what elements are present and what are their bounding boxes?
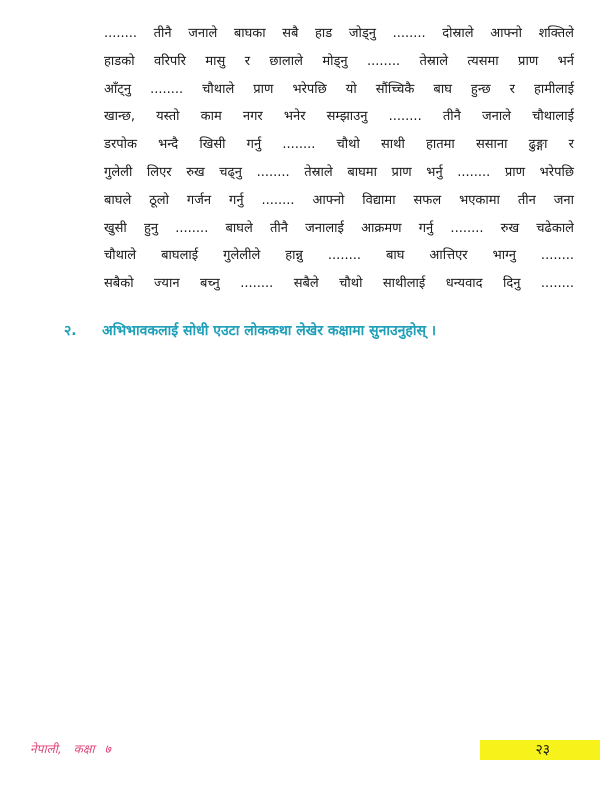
footer-subject: नेपाली, — [30, 742, 62, 756]
paragraph-line: ........ तीनै जनाले बाघका सबै हाड जोड्नु ........ दोस्राले आफ्नो शक्तिले — [104, 26, 574, 41]
footer-class-number: ७ — [104, 742, 111, 756]
exercise-instruction: अभिभावकलाई सोधी एउटा लोककथा लेखेर कक्षामा सुनाउनुहोस् । — [102, 323, 437, 339]
paragraph-line: खान्छ, यस्तो काम नगर भनेर सम्झाउनु ........ तीनै जनाले चौथालाई — [104, 109, 574, 125]
paragraph-line: बाघले ठूलो गर्जन गर्नु ........ आफ्नो विद्यामा सफल भएकामा तीन जना — [104, 192, 574, 208]
page-number: २३ — [535, 742, 550, 758]
footer-class-label: कक्षा — [73, 742, 95, 756]
story-fill-in-paragraph — [104, 20, 574, 298]
paragraph-line: हाडको वरिपरि मासु र छालाले मोड्नु ........ तेस्राले त्यसमा प्राण भर्न — [104, 53, 574, 69]
paragraph-line: चौथाले बाघलाई गुलेलीले हान्नु ........ बाघ आत्तिएर भाग्नु ........ — [104, 248, 574, 264]
paragraph-line: डरपोक भन्दै खिसी गर्नु ........ चौथो साथी हातमा ससाना ढुङ्गा र — [104, 137, 574, 153]
paragraph-line: खुसी हुनु ........ बाघले तीनै जनालाई आक्रमण गर्नु ........ रुख चढेकाले — [104, 220, 574, 236]
exercise-item-2 — [64, 318, 584, 344]
paragraph-line: गुलेली लिएर रुख चढ्नु ........ तेस्राले बाघमा प्राण भर्नु ........ प्राण भरेपछि — [104, 164, 574, 180]
paragraph-line: सबैको ज्यान बच्नु ........ सबैले चौथो साथीलाई धन्यवाद दिनु ........ — [104, 276, 574, 292]
footer-subject-class — [30, 738, 111, 760]
page-number-bar — [480, 740, 600, 760]
paragraph-line: आँट्नु ........ चौथाले प्राण भरेपछि यो सौंच्चिकै बाघ हुन्छ र हामीलाई — [104, 81, 574, 97]
exercise-number: २. — [64, 323, 77, 339]
